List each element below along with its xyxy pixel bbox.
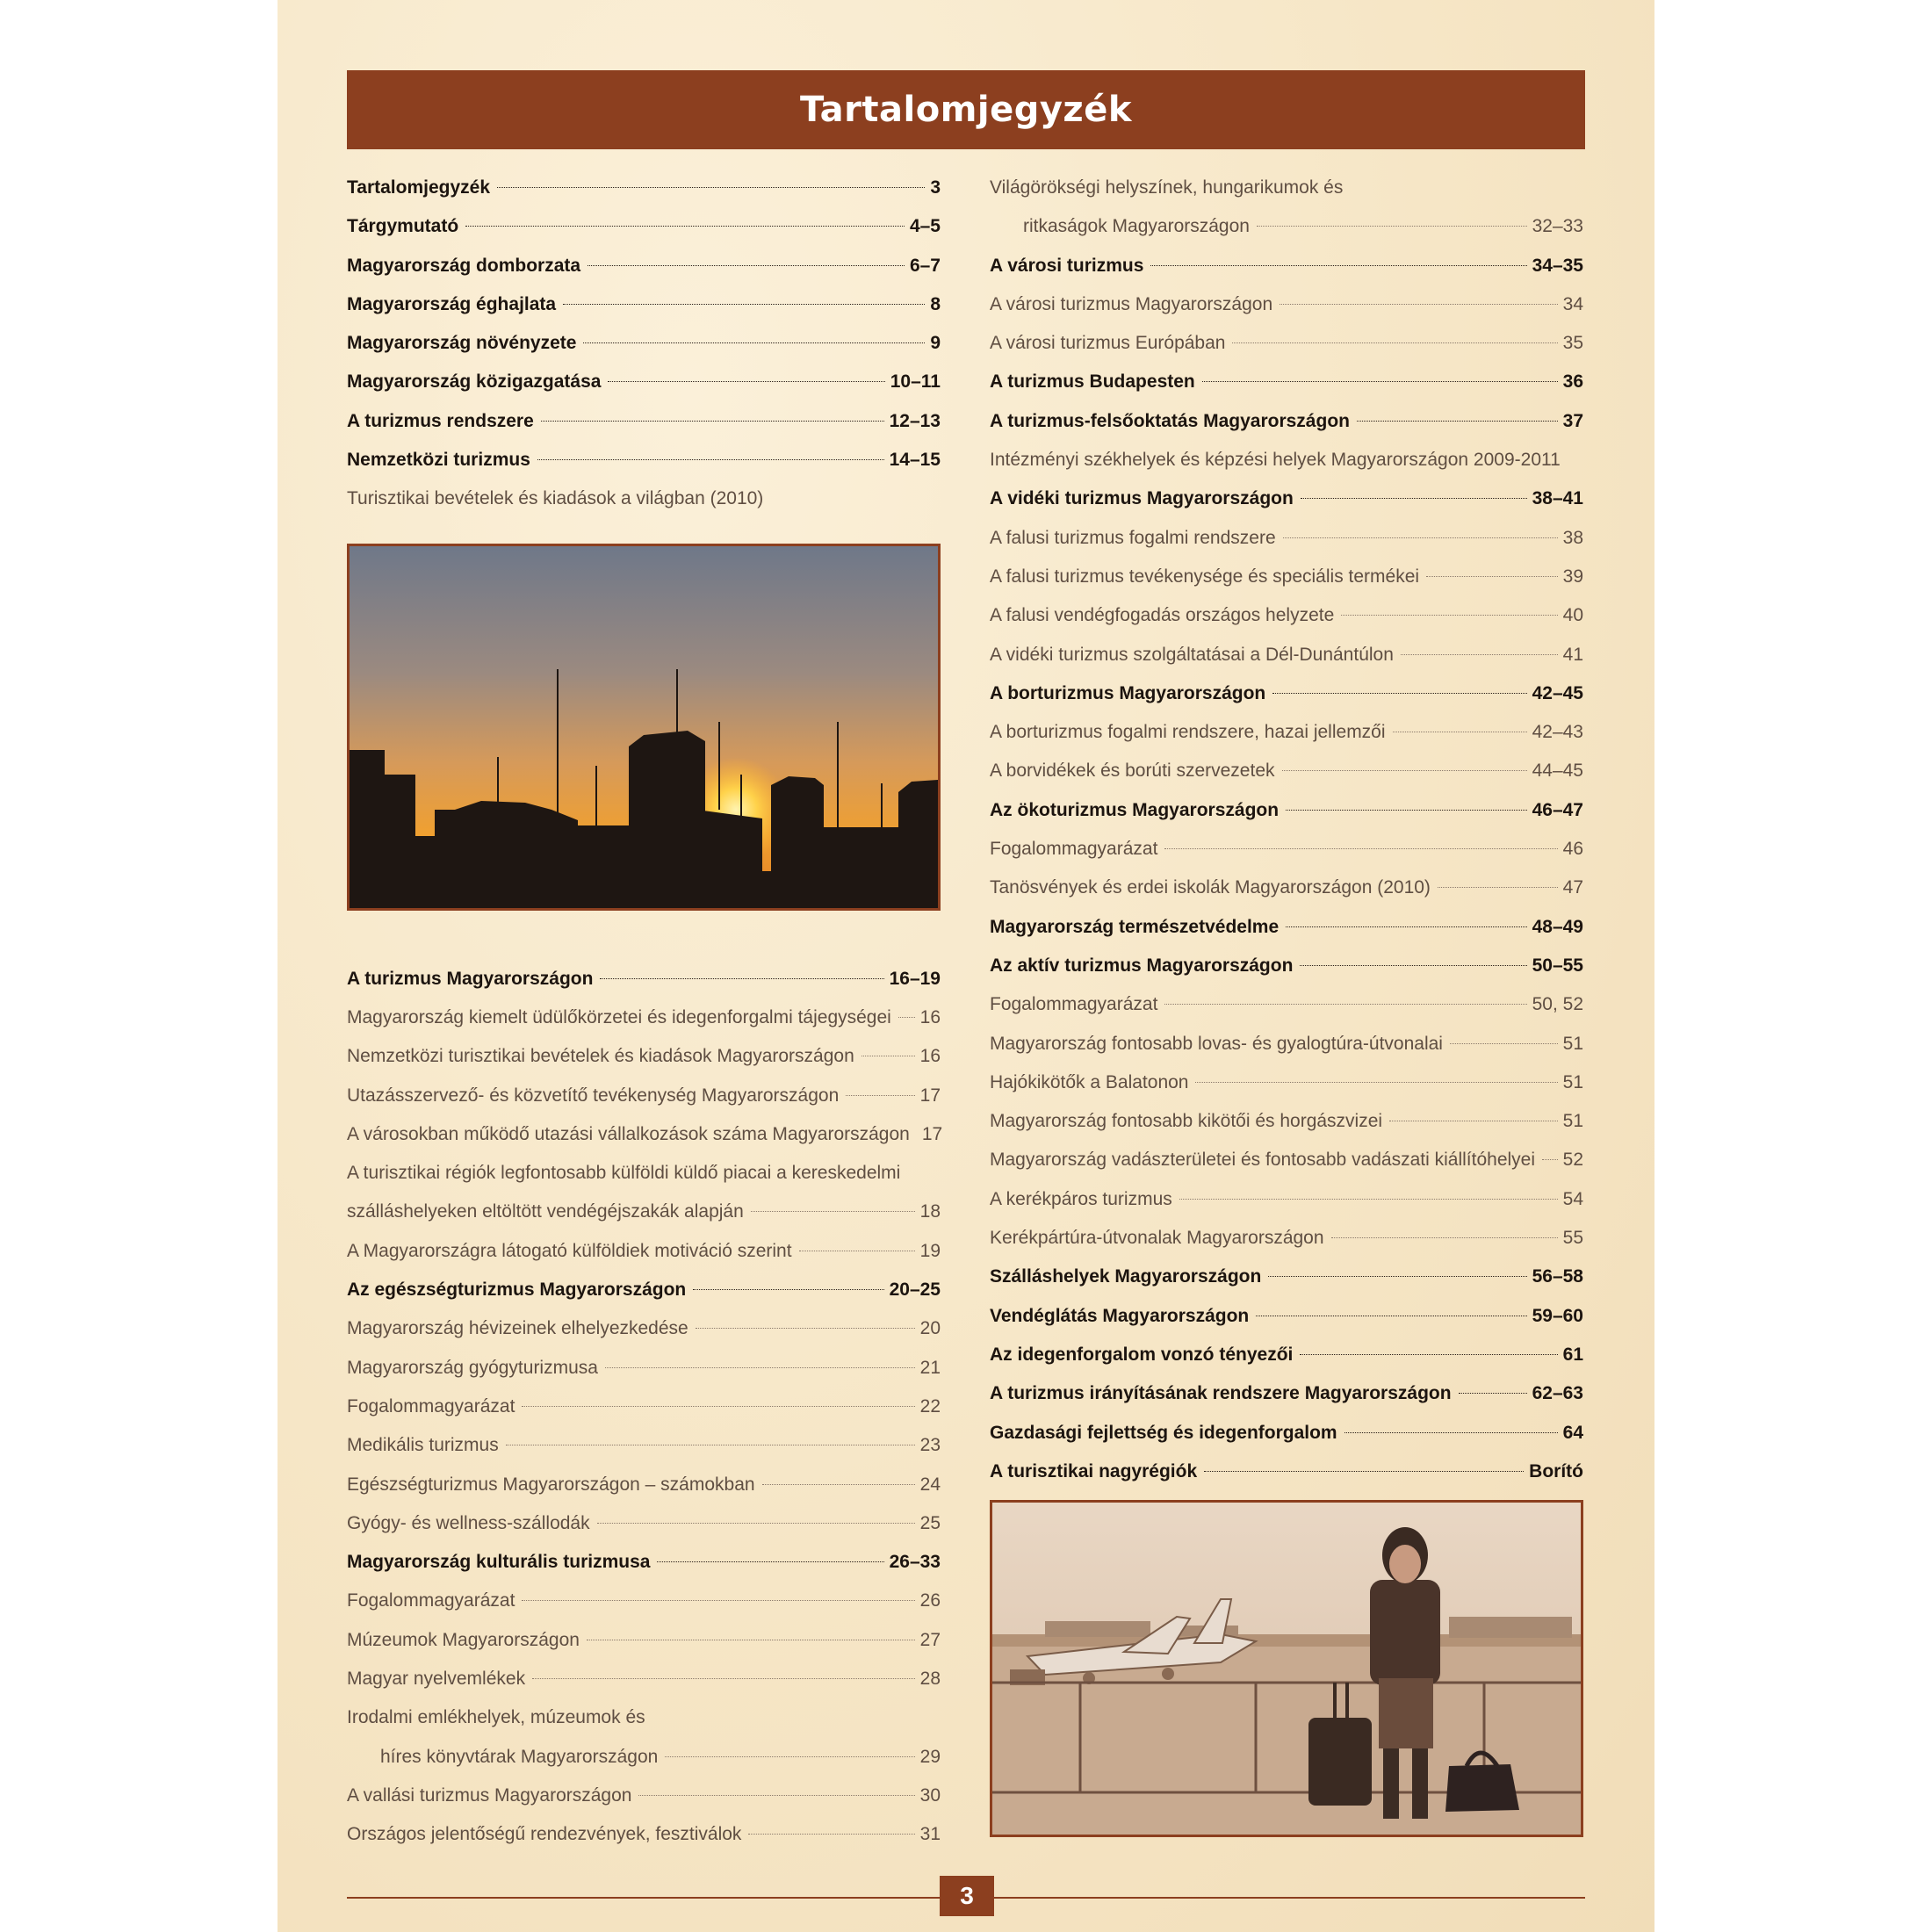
toc-entry-title: Turisztikai bevételek és kiadások a világban (2010) [347, 488, 764, 509]
toc-entry-title: Vendéglátás Magyarországon [990, 1305, 1250, 1326]
toc-entry [347, 1660, 941, 1698]
toc-entry [990, 947, 1583, 985]
toc-entry-page: 52 [1562, 1150, 1583, 1171]
toc-entry-title: Fogalommagyarázat [990, 994, 1158, 1015]
toc-entry [990, 169, 1583, 207]
toc-entry-title: Tartalomjegyzék [347, 177, 491, 198]
toc-entry [990, 363, 1583, 401]
toc-entry [990, 558, 1583, 596]
toc-entry-title: Világörökségi helyszínek, hungarikumok és [990, 177, 1344, 198]
toc-entry-page: 26–33 [889, 1552, 941, 1573]
toc-entry-title: Nemzetközi turizmus [347, 450, 530, 471]
dot-leader [1286, 926, 1526, 927]
toc-entry-page: 36 [1562, 371, 1583, 393]
dot-leader [1150, 265, 1526, 266]
toc-entry-title: A turizmus Budapesten [990, 371, 1195, 393]
toc-entry [990, 1258, 1583, 1296]
dot-leader [605, 1367, 915, 1368]
toc-entry [347, 1582, 941, 1620]
toc-entry [347, 1037, 941, 1076]
dot-leader [1232, 342, 1557, 343]
toc-entry-page: 34–35 [1532, 255, 1583, 276]
dot-leader [608, 381, 884, 382]
toc-entry-page: 12–13 [889, 410, 941, 431]
toc-entry-title: Hajókikötők a Balatonon [990, 1071, 1189, 1092]
toc-entry [990, 519, 1583, 558]
toc-entry-title: szálláshelyeken eltöltött vendégéjszakák alapján [347, 1201, 744, 1222]
dot-leader [1300, 1354, 1557, 1355]
toc-entry-title: A városi turizmus Magyarországon [990, 293, 1273, 314]
toc-entry-page: 32–33 [1532, 216, 1583, 237]
toc-entry-page: 17 [919, 1085, 941, 1106]
toc-entry-page: 16 [919, 1046, 941, 1067]
toc-entry [347, 998, 941, 1037]
dot-leader [1202, 381, 1558, 382]
toc-entry-title: Az ökoturizmus Magyarországon [990, 799, 1280, 820]
toc-entry [990, 1025, 1583, 1063]
toc-entry [990, 985, 1583, 1024]
toc-entry [347, 1621, 941, 1660]
toc-entry-title: Magyarország fontosabb kikötői és horgászvizei [990, 1111, 1383, 1132]
dot-leader [597, 1523, 915, 1524]
toc-entry [990, 247, 1583, 285]
toc-entry-page: 18 [919, 1201, 941, 1222]
toc-entry [990, 1453, 1583, 1491]
toc-entry-page: 46–47 [1532, 799, 1583, 820]
toc-entry-page: 48–49 [1532, 916, 1583, 937]
toc-entry-title: A borvidékek és borúti szervezetek [990, 761, 1275, 782]
toc-entry-page: 41 [1562, 644, 1583, 665]
toc-entry [347, 363, 941, 401]
dot-leader [588, 265, 905, 266]
toc-entry [347, 285, 941, 324]
toc-entry-page: 39 [1562, 566, 1583, 587]
toc-entry-page: 42–45 [1532, 682, 1583, 703]
left-column [347, 169, 941, 1855]
dot-leader [638, 1795, 914, 1796]
toc-entry-title: Az idegenforgalom vonzó tényezői [990, 1344, 1294, 1365]
toc-entry-title: híres könyvtárak Magyarországon [380, 1746, 659, 1767]
toc-entry-title: A városi turizmus [990, 255, 1144, 276]
toc-entry-title: Magyarország fontosabb lovas- és gyalogtúra-útvonalai [990, 1033, 1443, 1054]
toc-entry-page: 6–7 [909, 255, 941, 276]
toc-entry-title: Magyarország növényzete [347, 333, 577, 354]
toc-entry [990, 402, 1583, 441]
dot-leader [1300, 965, 1526, 966]
toc-entry [347, 1115, 941, 1154]
toc-entry-title: A falusi turizmus fogalmi rendszere [990, 527, 1276, 548]
toc-entry-page: 25 [919, 1512, 941, 1533]
dot-leader [522, 1600, 914, 1601]
page-title: Tartalomjegyzék [800, 90, 1132, 130]
toc-entry-page: 31 [919, 1824, 941, 1845]
dot-leader [541, 421, 884, 422]
toc-entry-title: Fogalommagyarázat [990, 839, 1158, 860]
toc-entry-page: 40 [1562, 605, 1583, 626]
toc-entry-page: 37 [1562, 410, 1583, 431]
toc-entry [347, 960, 941, 998]
toc-entry-page: 44–45 [1532, 761, 1583, 782]
toc-entry [990, 1219, 1583, 1258]
toc-entry-title: Magyar nyelvemlékek [347, 1669, 526, 1690]
toc-entry [990, 596, 1583, 635]
toc-entry-page: 21 [919, 1357, 941, 1378]
toc-entry-title: Egészségturizmus Magyarországon – számokban [347, 1474, 755, 1495]
toc-entry [990, 636, 1583, 674]
toc-entry-title: A falusi turizmus tevékenysége és speciális termékei [990, 566, 1420, 587]
toc-entry-page: 64 [1562, 1422, 1583, 1443]
toc-entry-page: 55 [1562, 1228, 1583, 1249]
toc-entry-page: 51 [1562, 1033, 1583, 1054]
toc-entry [347, 1698, 941, 1737]
toc-entry-title: Kerékpártúra-útvonalak Magyarországon [990, 1228, 1324, 1249]
toc-entry-title: A vidéki turizmus szolgáltatásai a Dél-Dunántúlon [990, 644, 1394, 665]
toc-entry [990, 791, 1583, 830]
toc-entry-title: Gazdasági fejlettség és idegenforgalom [990, 1422, 1337, 1443]
toc-entry-title: A turizmus-felsőoktatás Magyarországon [990, 410, 1350, 431]
dot-leader [1282, 770, 1527, 771]
toc-entry-title: A városi turizmus Európában [990, 333, 1226, 354]
dot-leader [1195, 1082, 1557, 1083]
toc-entry-title: Magyarország kulturális turizmusa [347, 1552, 651, 1573]
toc-entry-title: Irodalmi emlékhelyek, múzeumok és [347, 1707, 645, 1728]
dot-leader [1204, 1471, 1524, 1472]
toc-entry [347, 1426, 941, 1465]
toc-entry-page: Borító [1529, 1460, 1583, 1481]
toc-entry-title: Magyarország vadászterületei és fontosabb vadászati kiállítóhelyei [990, 1150, 1536, 1171]
toc-entry [347, 1777, 941, 1815]
toc-entry-title: A turisztikai nagyrégiók [990, 1460, 1198, 1481]
toc-entry-page: 23 [919, 1435, 941, 1456]
dot-leader [748, 1834, 914, 1835]
dot-leader [1426, 576, 1558, 577]
toc-entry [990, 752, 1583, 790]
toc-entry [990, 1336, 1583, 1374]
toc-list-left-bottom [347, 960, 941, 1855]
toc-entry-page: 59–60 [1532, 1305, 1583, 1326]
toc-entry [990, 869, 1583, 907]
toc-entry-page: 26 [919, 1590, 941, 1611]
toc-entry-title: ritkaságok Magyarországon [1023, 216, 1250, 237]
toc-entry-title: Múzeumok Magyarországon [347, 1629, 580, 1650]
toc-entry-title: A kerékpáros turizmus [990, 1188, 1172, 1209]
toc-entry [347, 1309, 941, 1348]
dot-leader [563, 304, 925, 305]
toc-entry-page: 8 [930, 293, 941, 314]
toc-entry-page: 47 [1562, 877, 1583, 898]
toc-entry-title: Országos jelentőségű rendezvények, fesztiválok [347, 1824, 742, 1845]
toc-entry [347, 1466, 941, 1504]
toc-entry-page: 20 [919, 1318, 941, 1339]
dot-leader [1268, 1276, 1526, 1277]
toc-entry-title: A városokban működő utazási vállalkozások száma Magyarországon [347, 1123, 910, 1144]
toc-entry [347, 441, 941, 479]
sunset-photo [347, 544, 941, 911]
toc-entry [990, 1374, 1583, 1413]
toc-entry-page: 3 [930, 177, 941, 198]
toc-entry [347, 169, 941, 207]
toc-entry-title: Magyarország természetvédelme [990, 916, 1280, 937]
toc-entry [347, 479, 941, 518]
toc-entry [990, 441, 1583, 479]
toc-entry-page: 62–63 [1532, 1383, 1583, 1404]
toc-entry [990, 908, 1583, 947]
toc-entry-page: 28 [919, 1669, 941, 1690]
toc-entry-page: 61 [1562, 1344, 1583, 1365]
toc-entry-title: A falusi vendégfogadás országos helyzete [990, 605, 1335, 626]
toc-entry-title: A vallási turizmus Magyarországon [347, 1784, 632, 1806]
toc-entry-page: 30 [919, 1784, 941, 1806]
dot-leader [1450, 1043, 1558, 1044]
toc-entry-page: 34 [1562, 293, 1583, 314]
dot-leader [696, 1328, 915, 1329]
dot-leader [1283, 537, 1558, 538]
toc-entry [990, 1414, 1583, 1453]
toc-entry-page: 51 [1562, 1071, 1583, 1092]
toc-list-left-top [347, 169, 941, 519]
title-banner [347, 70, 1585, 149]
dot-leader [600, 978, 883, 979]
toc-entry [347, 1232, 941, 1271]
toc-entry [990, 1102, 1583, 1141]
toc-entry-title: Tanösvények és erdei iskolák Magyarországon (2010) [990, 877, 1431, 898]
dot-leader [898, 1017, 915, 1018]
toc-entry-title: Magyarország hévizeinek elhelyezkedése [347, 1318, 688, 1339]
toc-entry-title: Gyógy- és wellness-szállodák [347, 1512, 590, 1533]
toc-entry-page: 50, 52 [1532, 994, 1583, 1015]
dot-leader [751, 1211, 915, 1212]
toc-entry-page: 54 [1562, 1188, 1583, 1209]
toc-entry-title: Medikális turizmus [347, 1435, 499, 1456]
toc-entry-page: 19 [919, 1240, 941, 1261]
toc-entry [990, 1141, 1583, 1179]
toc-entry [990, 479, 1583, 518]
toc-entry [990, 1180, 1583, 1219]
toc-entry-page: 4–5 [909, 216, 941, 237]
dot-leader [657, 1561, 883, 1562]
sunset-illustration [350, 546, 938, 908]
right-column [990, 169, 1583, 1837]
toc-entry-title: Magyarország gyógyturizmusa [347, 1357, 598, 1378]
toc-entry-page: 24 [919, 1474, 941, 1495]
toc-entry [347, 1504, 941, 1543]
toc-entry [347, 1543, 941, 1582]
toc-entry [990, 713, 1583, 752]
dot-leader [1344, 1432, 1558, 1433]
toc-entry [990, 207, 1583, 246]
dot-leader [537, 459, 884, 460]
toc-entry-page: 46 [1562, 839, 1583, 860]
dot-leader [1257, 226, 1527, 227]
dot-leader [583, 342, 925, 343]
toc-entry-title: A Magyarországra látogató külföldiek motiváció szerint [347, 1240, 792, 1261]
toc-entry [990, 1063, 1583, 1102]
dot-leader [1164, 1004, 1526, 1005]
toc-entry-page: 14–15 [889, 450, 941, 471]
dot-leader [1542, 1159, 1558, 1160]
toc-entry-page: 42–43 [1532, 722, 1583, 743]
dot-leader [1301, 498, 1527, 499]
toc-entry-title: A turizmus irányításának rendszere Magyarországon [990, 1383, 1452, 1404]
toc-entry-title: Az aktív turizmus Magyarországon [990, 955, 1294, 976]
toc-entry-title: Magyarország éghajlata [347, 293, 557, 314]
toc-entry-title: Szálláshelyek Magyarországon [990, 1266, 1262, 1287]
dot-leader [1341, 615, 1557, 616]
toc-entry-title: A borturizmus Magyarországon [990, 682, 1266, 703]
toc-entry [347, 402, 941, 441]
dot-leader [1357, 421, 1558, 422]
airport-illustration [992, 1503, 1581, 1835]
toc-entry-title: Magyarország domborzata [347, 255, 581, 276]
toc-entry-page: 29 [919, 1746, 941, 1767]
toc-entry-title: Fogalommagyarázat [347, 1395, 515, 1417]
toc-entry [990, 830, 1583, 869]
toc-entry [347, 1349, 941, 1388]
dot-leader [465, 226, 905, 227]
toc-entry-page: 51 [1562, 1111, 1583, 1132]
toc-entry-page: 16–19 [889, 968, 941, 989]
dot-leader [1280, 304, 1558, 305]
toc-entry-title: A turizmus rendszere [347, 410, 534, 431]
toc-entry-title: Fogalommagyarázat [347, 1590, 515, 1611]
dot-leader [1331, 1237, 1558, 1238]
toc-entry-title: A vidéki turizmus Magyarországon [990, 488, 1294, 509]
dot-leader [1286, 810, 1527, 811]
toc-entry-title: Magyarország kiemelt üdülőkörzetei és idegenforgalmi tájegységei [347, 1006, 891, 1027]
toc-entry [347, 1154, 941, 1193]
toc-entry [347, 1388, 941, 1426]
toc-entry-title: Az egészségturizmus Magyarországon [347, 1280, 687, 1301]
toc-entry [990, 324, 1583, 363]
toc-entry-page: 35 [1562, 333, 1583, 354]
dot-leader [665, 1756, 914, 1757]
toc-entry [990, 674, 1583, 713]
airport-photo [990, 1500, 1583, 1837]
toc-entry [990, 285, 1583, 324]
toc-list-right [990, 169, 1583, 1491]
toc-entry [347, 1738, 941, 1777]
toc-entry [347, 1815, 941, 1854]
page-number: 3 [940, 1876, 994, 1916]
document-page [278, 0, 1654, 1932]
toc-entry-title: Nemzetközi turisztikai bevételek és kiadások Magyarországon [347, 1046, 854, 1067]
toc-entry-page: 38 [1562, 527, 1583, 548]
toc-entry [347, 247, 941, 285]
dot-leader [846, 1095, 914, 1096]
toc-entry-page: 20–25 [889, 1280, 941, 1301]
dot-leader [532, 1678, 915, 1679]
toc-entry-title: Utazásszervező- és közvetítő tevékenység Magyarországon [347, 1085, 840, 1106]
toc-entry [347, 324, 941, 363]
toc-entry [347, 1271, 941, 1309]
dot-leader [1438, 887, 1558, 888]
dot-leader [693, 1289, 883, 1290]
toc-entry-title: Magyarország közigazgatása [347, 371, 602, 393]
toc-entry-page: 27 [919, 1629, 941, 1650]
dot-leader [1459, 1393, 1527, 1394]
dot-leader [1272, 693, 1526, 694]
toc-entry-page: 17 [921, 1123, 943, 1144]
toc-entry-page: 10–11 [890, 371, 941, 393]
toc-entry-page: 56–58 [1532, 1266, 1583, 1287]
toc-entry-page: 16 [919, 1006, 941, 1027]
toc-entry-title: A turizmus Magyarországon [347, 968, 594, 989]
toc-entry [990, 1297, 1583, 1336]
dot-leader [1164, 848, 1557, 849]
toc-entry [347, 207, 941, 246]
toc-entry-title: Tárgymutató [347, 216, 459, 237]
dot-leader [762, 1484, 915, 1485]
dot-leader [522, 1406, 914, 1407]
toc-entry-page: 38–41 [1532, 488, 1583, 509]
toc-entry-title: A borturizmus fogalmi rendszere, hazai jellemzői [990, 722, 1386, 743]
toc-entry-page: 50–55 [1532, 955, 1583, 976]
toc-entry-page: 22 [919, 1395, 941, 1417]
toc-entry-title: Intézményi székhelyek és képzési helyek Magyarországon 2009-2011 [990, 450, 1561, 471]
toc-entry [347, 1193, 941, 1231]
toc-entry [347, 1077, 941, 1115]
dot-leader [1179, 1199, 1558, 1200]
toc-entry-page: 9 [930, 333, 941, 354]
dot-leader [1401, 654, 1558, 655]
toc-entry-title: A turisztikai régiók legfontosabb külföldi küldő piacai a kereskedelmi [347, 1163, 901, 1184]
dot-leader [497, 187, 925, 188]
